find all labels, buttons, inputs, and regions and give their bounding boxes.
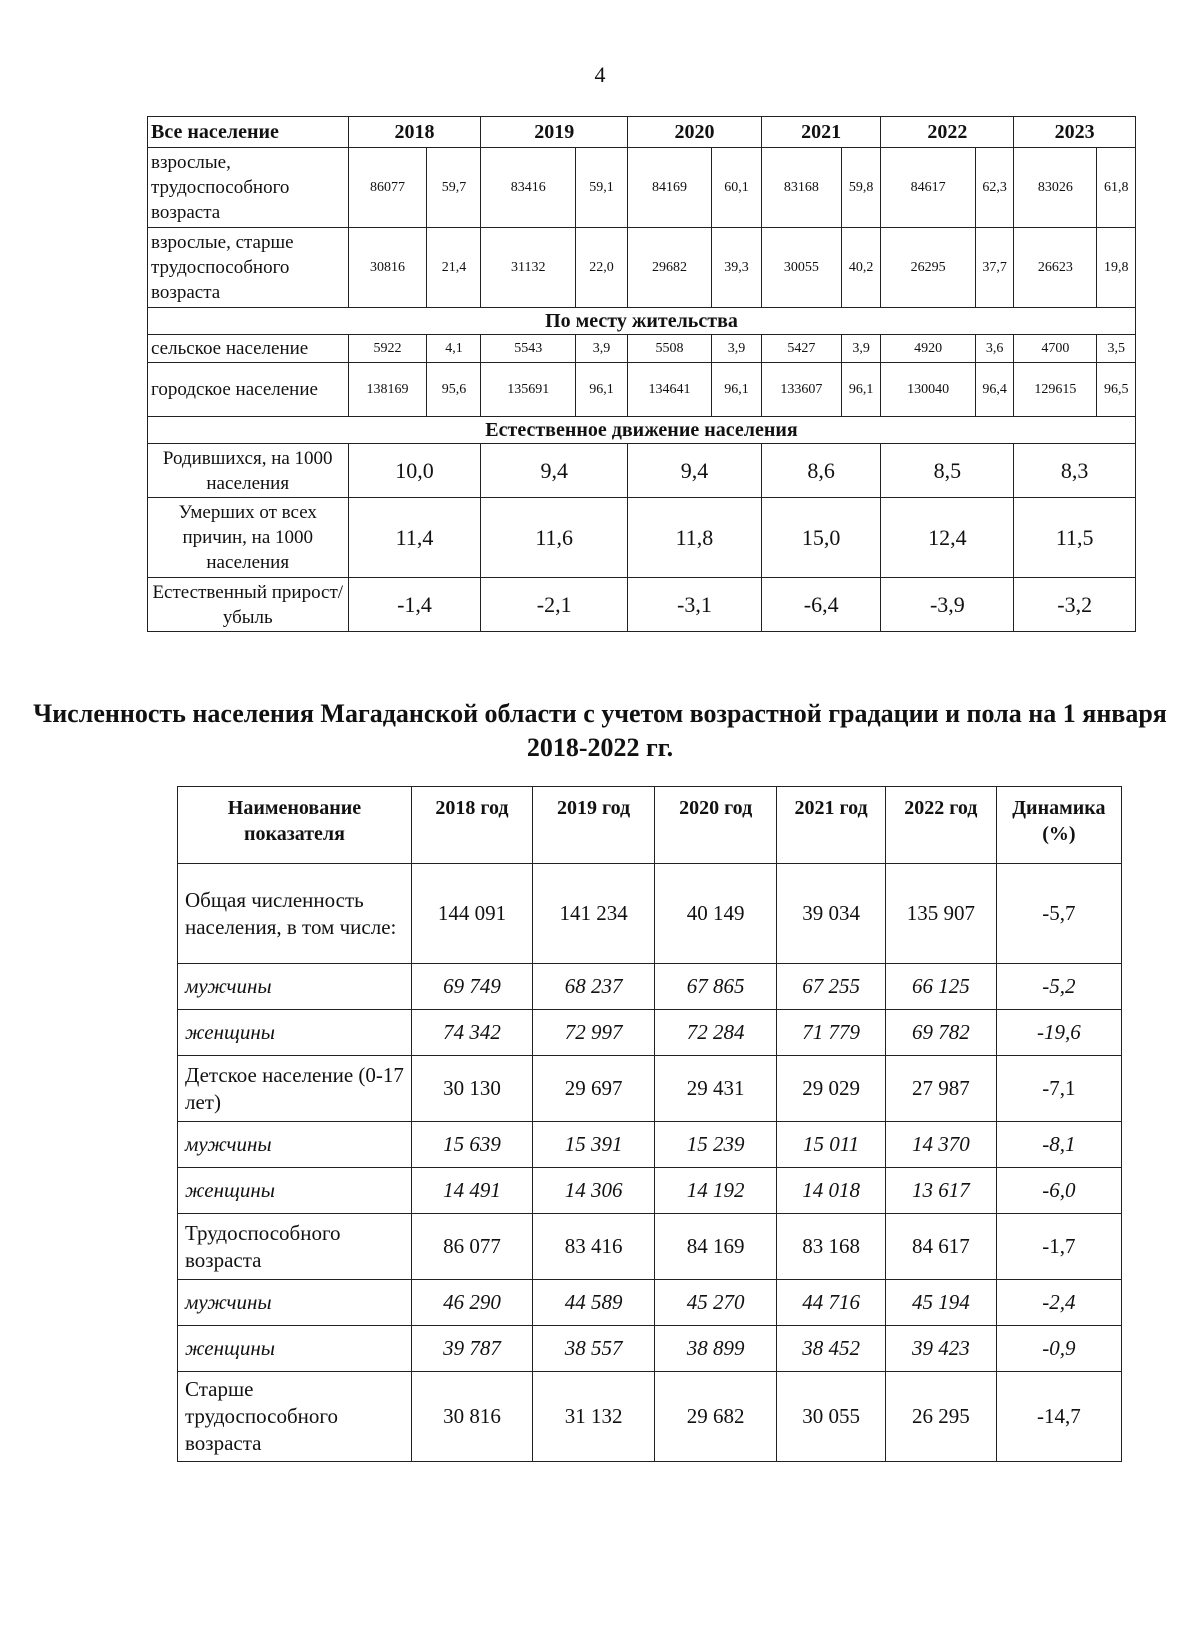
- cell-value: 29 697: [533, 1056, 655, 1122]
- table-row: [178, 1214, 1122, 1280]
- row-label: Трудоспособного возраста: [178, 1214, 412, 1280]
- cell-value: 14 491: [411, 1168, 532, 1214]
- cell-percent: 96,1: [712, 363, 762, 417]
- cell-value: 8,3: [1014, 444, 1136, 498]
- cell-value: 30 816: [411, 1372, 532, 1462]
- cell-value: 83 168: [777, 1214, 886, 1280]
- cell-value: 40 149: [655, 864, 777, 964]
- cell-value: 74 342: [411, 1010, 532, 1056]
- cell-value: 27 987: [885, 1056, 996, 1122]
- cell-value: 11,6: [481, 498, 627, 578]
- row-label: Старше трудоспособного возраста: [178, 1372, 412, 1462]
- cell-value: 31 132: [533, 1372, 655, 1462]
- row-label: Естественный прирост/убыль: [148, 578, 349, 632]
- table-row: [178, 864, 1122, 964]
- row-label: мужчины: [178, 1280, 412, 1326]
- cell-dynamics: -5,2: [996, 964, 1121, 1010]
- cell-count: 138169: [348, 363, 427, 417]
- cell-value: 13 617: [885, 1168, 996, 1214]
- cell-value: 10,0: [348, 444, 481, 498]
- header-year: 2021: [761, 117, 880, 148]
- table-row: [148, 498, 1136, 578]
- table-row: [178, 1122, 1122, 1168]
- cell-percent: 22,0: [576, 228, 628, 308]
- row-label: женщины: [178, 1168, 412, 1214]
- row-label: Детское население (0-17 лет): [178, 1056, 412, 1122]
- cell-value: 8,6: [761, 444, 880, 498]
- table2-header-row: [178, 787, 1122, 864]
- cell-value: -1,4: [348, 578, 481, 632]
- cell-dynamics: -2,4: [996, 1280, 1121, 1326]
- cell-value: 72 997: [533, 1010, 655, 1056]
- cell-percent: 39,3: [712, 228, 762, 308]
- cell-dynamics: -0,9: [996, 1326, 1121, 1372]
- cell-count: 83168: [761, 148, 841, 228]
- population-by-age-sex-table: [177, 786, 1122, 1462]
- cell-value: 15 011: [777, 1122, 886, 1168]
- cell-value: 86 077: [411, 1214, 532, 1280]
- cell-count: 26623: [1014, 228, 1097, 308]
- population-structure-table: [147, 116, 1136, 632]
- header-year: 2018: [348, 117, 481, 148]
- section-title: Численность населения Магаданской области с учетом возрастной градации и пола на 1 января 2018-2022 гг.: [33, 699, 1167, 762]
- cell-value: 69 782: [885, 1010, 996, 1056]
- cell-percent: 59,7: [427, 148, 481, 228]
- cell-count: 83026: [1014, 148, 1097, 228]
- cell-value: 38 899: [655, 1326, 777, 1372]
- row-label: городское население: [148, 363, 349, 417]
- cell-percent: 60,1: [712, 148, 762, 228]
- cell-value: 14 370: [885, 1122, 996, 1168]
- cell-count: 5543: [481, 335, 576, 363]
- cell-percent: 3,6: [975, 335, 1013, 363]
- table-row: [178, 1010, 1122, 1056]
- cell-percent: 61,8: [1097, 148, 1136, 228]
- cell-count: 5427: [761, 335, 841, 363]
- table-row: [178, 1056, 1122, 1122]
- cell-value: 30 130: [411, 1056, 532, 1122]
- cell-percent: 3,9: [841, 335, 880, 363]
- cell-dynamics: -5,7: [996, 864, 1121, 964]
- cell-count: 86077: [348, 148, 427, 228]
- cell-value: 12,4: [881, 498, 1014, 578]
- header-year: 2022: [881, 117, 1014, 148]
- row-label: женщины: [178, 1326, 412, 1372]
- table1-header-row: [148, 117, 1136, 148]
- header-indicator-name: Наименование показателя: [178, 787, 412, 864]
- cell-dynamics: -1,7: [996, 1214, 1121, 1280]
- cell-percent: 3,5: [1097, 335, 1136, 363]
- cell-value: 141 234: [533, 864, 655, 964]
- cell-value: 39 787: [411, 1326, 532, 1372]
- cell-count: 5922: [348, 335, 427, 363]
- table-row: [148, 148, 1136, 228]
- cell-value: 38 557: [533, 1326, 655, 1372]
- cell-value: 83 416: [533, 1214, 655, 1280]
- cell-percent: 59,8: [841, 148, 880, 228]
- cell-value: 8,5: [881, 444, 1014, 498]
- cell-value: 15 639: [411, 1122, 532, 1168]
- header-year: 2021 год: [777, 787, 886, 864]
- cell-percent: 96,4: [975, 363, 1013, 417]
- header-dynamics: Динамика (%): [996, 787, 1121, 864]
- cell-count: 30055: [761, 228, 841, 308]
- cell-value: 84 617: [885, 1214, 996, 1280]
- section-residence-title: По месту жительства: [148, 308, 1136, 335]
- cell-value: -3,2: [1014, 578, 1136, 632]
- cell-count: 133607: [761, 363, 841, 417]
- cell-dynamics: -19,6: [996, 1010, 1121, 1056]
- header-year: 2020: [627, 117, 761, 148]
- cell-value: 11,4: [348, 498, 481, 578]
- cell-count: 134641: [627, 363, 711, 417]
- cell-value: 30 055: [777, 1372, 886, 1462]
- header-year: 2020 год: [655, 787, 777, 864]
- cell-value: 67 255: [777, 964, 886, 1010]
- cell-percent: 59,1: [576, 148, 628, 228]
- row-label: Общая численность населения, в том числе:: [178, 864, 412, 964]
- cell-value: 69 749: [411, 964, 532, 1010]
- cell-value: 15 239: [655, 1122, 777, 1168]
- cell-value: 38 452: [777, 1326, 886, 1372]
- page-number: 4: [594, 62, 606, 87]
- cell-value: 72 284: [655, 1010, 777, 1056]
- section-natural-movement-title: Естественное движение населения: [148, 417, 1136, 444]
- cell-value: 14 018: [777, 1168, 886, 1214]
- cell-count: 135691: [481, 363, 576, 417]
- section-row: [148, 308, 1136, 335]
- cell-value: 15,0: [761, 498, 880, 578]
- cell-count: 84617: [881, 148, 976, 228]
- cell-count: 130040: [881, 363, 976, 417]
- cell-value: 29 029: [777, 1056, 886, 1122]
- cell-percent: 96,1: [576, 363, 628, 417]
- row-label: мужчины: [178, 964, 412, 1010]
- cell-count: 84169: [627, 148, 711, 228]
- table-row: [148, 444, 1136, 498]
- cell-value: 11,8: [627, 498, 761, 578]
- table-row: [178, 1326, 1122, 1372]
- header-year: 2018 год: [411, 787, 532, 864]
- cell-count: 4920: [881, 335, 976, 363]
- header-year: 2023: [1014, 117, 1136, 148]
- cell-value: 46 290: [411, 1280, 532, 1326]
- section-row: [148, 417, 1136, 444]
- cell-value: 135 907: [885, 864, 996, 964]
- cell-value: 26 295: [885, 1372, 996, 1462]
- cell-dynamics: -14,7: [996, 1372, 1121, 1462]
- cell-value: -2,1: [481, 578, 627, 632]
- cell-value: 11,5: [1014, 498, 1136, 578]
- cell-value: 144 091: [411, 864, 532, 964]
- cell-percent: 95,6: [427, 363, 481, 417]
- cell-dynamics: -7,1: [996, 1056, 1121, 1122]
- cell-value: 15 391: [533, 1122, 655, 1168]
- cell-value: 9,4: [481, 444, 627, 498]
- cell-percent: 19,8: [1097, 228, 1136, 308]
- cell-value: 45 270: [655, 1280, 777, 1326]
- cell-count: 83416: [481, 148, 576, 228]
- cell-value: -3,9: [881, 578, 1014, 632]
- cell-value: 9,4: [627, 444, 761, 498]
- cell-value: 44 589: [533, 1280, 655, 1326]
- cell-value: 71 779: [777, 1010, 886, 1056]
- cell-count: 4700: [1014, 335, 1097, 363]
- row-label: взрослые, старше трудоспособного возраста: [148, 228, 349, 308]
- cell-value: 14 192: [655, 1168, 777, 1214]
- cell-value: 44 716: [777, 1280, 886, 1326]
- cell-count: 5508: [627, 335, 711, 363]
- cell-value: 45 194: [885, 1280, 996, 1326]
- cell-value: 67 865: [655, 964, 777, 1010]
- cell-percent: 40,2: [841, 228, 880, 308]
- cell-value: 29 431: [655, 1056, 777, 1122]
- cell-value: 66 125: [885, 964, 996, 1010]
- cell-value: -6,4: [761, 578, 880, 632]
- row-label: взрослые, трудоспособного возраста: [148, 148, 349, 228]
- row-label: сельское население: [148, 335, 349, 363]
- table-row: [148, 335, 1136, 363]
- cell-percent: 21,4: [427, 228, 481, 308]
- table-row: [178, 1280, 1122, 1326]
- cell-value: 39 034: [777, 864, 886, 964]
- header-year: 2022 год: [885, 787, 996, 864]
- cell-percent: 3,9: [712, 335, 762, 363]
- cell-percent: 3,9: [576, 335, 628, 363]
- row-label: женщины: [178, 1010, 412, 1056]
- table-row: [148, 363, 1136, 417]
- cell-count: 26295: [881, 228, 976, 308]
- cell-value: 39 423: [885, 1326, 996, 1372]
- table-row: [178, 964, 1122, 1010]
- cell-percent: 96,5: [1097, 363, 1136, 417]
- cell-value: 14 306: [533, 1168, 655, 1214]
- header-all-population: Все население: [148, 117, 349, 148]
- row-label: Родившихся, на 1000 населения: [148, 444, 349, 498]
- row-label: мужчины: [178, 1122, 412, 1168]
- header-year: 2019 год: [533, 787, 655, 864]
- table-row: [148, 578, 1136, 632]
- cell-count: 31132: [481, 228, 576, 308]
- cell-value: 29 682: [655, 1372, 777, 1462]
- cell-count: 129615: [1014, 363, 1097, 417]
- cell-percent: 37,7: [975, 228, 1013, 308]
- cell-percent: 4,1: [427, 335, 481, 363]
- cell-percent: 62,3: [975, 148, 1013, 228]
- cell-dynamics: -8,1: [996, 1122, 1121, 1168]
- cell-dynamics: -6,0: [996, 1168, 1121, 1214]
- table-row: [178, 1168, 1122, 1214]
- cell-percent: 96,1: [841, 363, 880, 417]
- cell-value: -3,1: [627, 578, 761, 632]
- cell-value: 68 237: [533, 964, 655, 1010]
- header-year: 2019: [481, 117, 627, 148]
- cell-value: 84 169: [655, 1214, 777, 1280]
- table-row: [178, 1372, 1122, 1462]
- row-label: Умерших от всех причин, на 1000 населения: [148, 498, 349, 578]
- cell-count: 30816: [348, 228, 427, 308]
- table-row: [148, 228, 1136, 308]
- cell-count: 29682: [627, 228, 711, 308]
